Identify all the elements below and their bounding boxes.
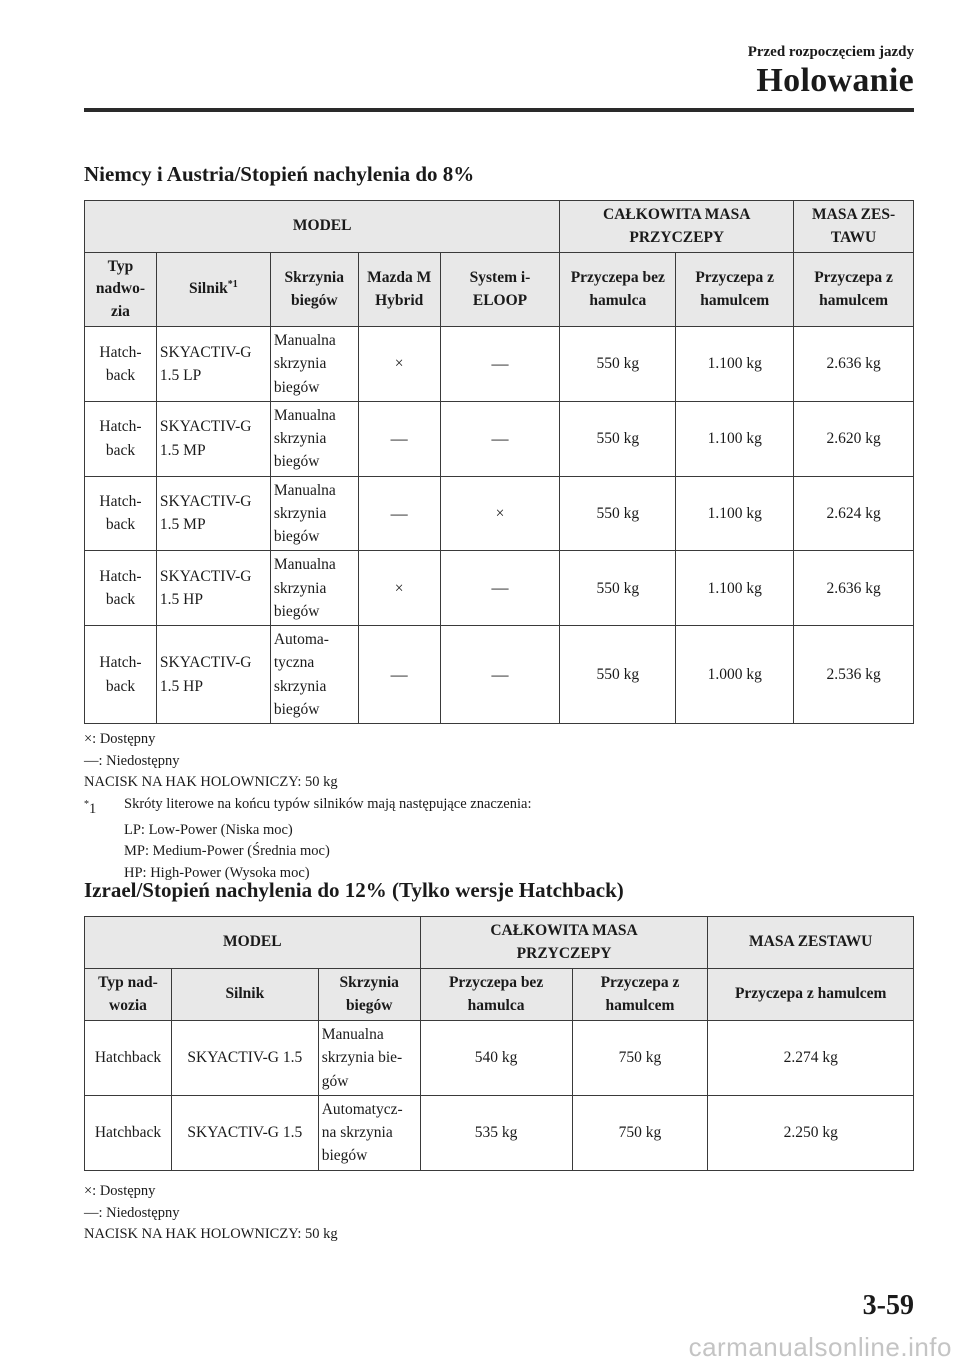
cell-brake: 1.100 kg (676, 327, 794, 402)
col-header-gearbox: Skrzynia biegów (270, 253, 358, 327)
group-header-trailer-mass: CAŁKOWITA MASA PRZYCZEPY (560, 201, 794, 253)
cell-total: 2.536 kg (794, 626, 914, 724)
cell-no-brake: 535 kg (420, 1095, 572, 1170)
cell-body: Hatchback (85, 1095, 172, 1170)
cell-total: 2.636 kg (794, 327, 914, 402)
cell-eloop: × (440, 476, 560, 551)
cell-gearbox: Manualna skrzynia bie-gów (318, 1021, 420, 1096)
cell-gearbox: Manualna skrzynia biegów (270, 476, 358, 551)
cell-total: 2.274 kg (708, 1021, 914, 1096)
table-row (85, 1095, 914, 1170)
cell-hybrid: — (358, 626, 440, 724)
cell-hybrid: × (358, 327, 440, 402)
cell-engine: SKYACTIV-G 1.5 (171, 1095, 318, 1170)
cell-engine: SKYACTIV-G 1.5 MP (156, 401, 270, 476)
towing-table-israel (84, 916, 914, 1171)
col-header-combined-trailer-brake: Przyczepa z hamulcem (708, 969, 914, 1021)
note-available: ×: Dostępny (84, 1183, 156, 1199)
col-header-trailer-no-brake: Przyczepa bez hamulca (420, 969, 572, 1021)
cell-total: 2.250 kg (708, 1095, 914, 1170)
cell-brake: 1.100 kg (676, 476, 794, 551)
cell-brake: 750 kg (572, 1095, 708, 1170)
towing-table-germany-austria (84, 200, 914, 724)
cell-no-brake: 550 kg (560, 327, 676, 402)
group-header-combined-mass: MASA ZESTAWU (708, 917, 914, 969)
footnote-mark: *1 (84, 798, 97, 817)
footnote-1 (84, 794, 531, 820)
cell-engine: SKYACTIV-G 1.5 HP (156, 626, 270, 724)
cell-no-brake: 550 kg (560, 476, 676, 551)
cell-gearbox: Automatycz-na skrzynia biegów (318, 1095, 420, 1170)
note-unavailable: —: Niedostępny (84, 1204, 180, 1221)
note-hitch-load: NACISK NA HAK HOLOWNICZY: 50 kg (84, 774, 338, 790)
cell-no-brake: 540 kg (420, 1021, 572, 1096)
footnote-lp: LP: Low-Power (Niska moc) (124, 821, 293, 838)
cell-hybrid: × (358, 551, 440, 626)
footnote-hp: HP: High-Power (Wysoka moc) (124, 864, 310, 881)
page-number: 3-59 (862, 1290, 914, 1321)
table-row (85, 551, 914, 626)
watermark: carmanualsonline.info (688, 1332, 952, 1362)
table2-notes (84, 1181, 338, 1246)
cell-total: 2.620 kg (794, 401, 914, 476)
cell-gearbox: Manualna skrzynia biegów (270, 327, 358, 402)
cell-engine: SKYACTIV-G 1.5 MP (156, 476, 270, 551)
col-header-body: Typ nad-wozia (85, 969, 172, 1021)
col-header-eloop: System i-ELOOP (440, 253, 560, 327)
table-row (85, 401, 914, 476)
table1-heading: Niemcy i Austria/Stopień nachylenia do 8% (84, 162, 475, 186)
footnote-text: Skróty literowe na końcu typów silników mają następujące znaczenia: (124, 795, 532, 812)
col-header-body: Typ nadwo-zia (85, 253, 157, 327)
table1-notes (84, 729, 531, 884)
col-header-engine: Silnik (171, 969, 318, 1021)
cell-body: Hatchback (85, 1021, 172, 1096)
page-title: Holowanie (756, 62, 914, 99)
cell-eloop: — (440, 551, 560, 626)
cell-body: Hatch-back (85, 327, 157, 402)
cell-gearbox: Manualna skrzynia biegów (270, 401, 358, 476)
cell-gearbox: Manualna skrzynia biegów (270, 551, 358, 626)
cell-body: Hatch-back (85, 626, 157, 724)
cell-engine: SKYACTIV-G 1.5 (171, 1021, 318, 1096)
cell-eloop: — (440, 327, 560, 402)
section-title: Przed rozpoczęciem jazdy (747, 44, 914, 60)
cell-body: Hatch-back (85, 401, 157, 476)
table-row (85, 476, 914, 551)
cell-engine: SKYACTIV-G 1.5 LP (156, 327, 270, 402)
note-unavailable: —: Niedostępny (84, 752, 180, 769)
table-row (85, 327, 914, 402)
group-header-trailer-mass: CAŁKOWITA MASA PRZYCZEPY (420, 917, 708, 969)
cell-brake: 1.000 kg (676, 626, 794, 724)
table-row (85, 626, 914, 724)
cell-no-brake: 550 kg (560, 626, 676, 724)
group-header-model: MODEL (85, 917, 421, 969)
table-row (85, 1021, 914, 1096)
cell-eloop: — (440, 401, 560, 476)
cell-brake: 1.100 kg (676, 551, 794, 626)
footnote-mp: MP: Medium-Power (Średnia moc) (124, 843, 330, 860)
col-header-engine: Silnik$^{*1}$ (156, 253, 270, 327)
cell-no-brake: 550 kg (560, 551, 676, 626)
cell-hybrid: — (358, 476, 440, 551)
note-hitch-load: NACISK NA HAK HOLOWNICZY: 50 kg (84, 1226, 338, 1242)
col-header-hybrid: Mazda M Hybrid (358, 253, 440, 327)
group-header-combined-mass: MASA ZES-TAWU (794, 201, 914, 253)
group-header-model: MODEL (85, 201, 560, 253)
header-divider (84, 108, 914, 112)
cell-total: 2.624 kg (794, 476, 914, 551)
col-header-trailer-brake: Przyczepa z hamulcem (572, 969, 708, 1021)
col-header-trailer-brake: Przyczepa z hamulcem (676, 253, 794, 327)
cell-hybrid: — (358, 401, 440, 476)
col-header-trailer-no-brake: Przyczepa bez hamulca (560, 253, 676, 327)
cell-body: Hatch-back (85, 476, 157, 551)
note-available: ×: Dostępny (84, 731, 156, 747)
cell-eloop: — (440, 626, 560, 724)
cell-brake: 750 kg (572, 1021, 708, 1096)
table2-heading: Izrael/Stopień nachylenia do 12% (Tylko wersje Hatchback) (84, 878, 624, 902)
cell-body: Hatch-back (85, 551, 157, 626)
cell-brake: 1.100 kg (676, 401, 794, 476)
col-header-gearbox: Skrzynia biegów (318, 969, 420, 1021)
col-header-combined-trailer-brake: Przyczepa z hamulcem (794, 253, 914, 327)
cell-gearbox: Automa-tyczna skrzynia biegów (270, 626, 358, 724)
cell-total: 2.636 kg (794, 551, 914, 626)
cell-no-brake: 550 kg (560, 401, 676, 476)
cell-engine: SKYACTIV-G 1.5 HP (156, 551, 270, 626)
